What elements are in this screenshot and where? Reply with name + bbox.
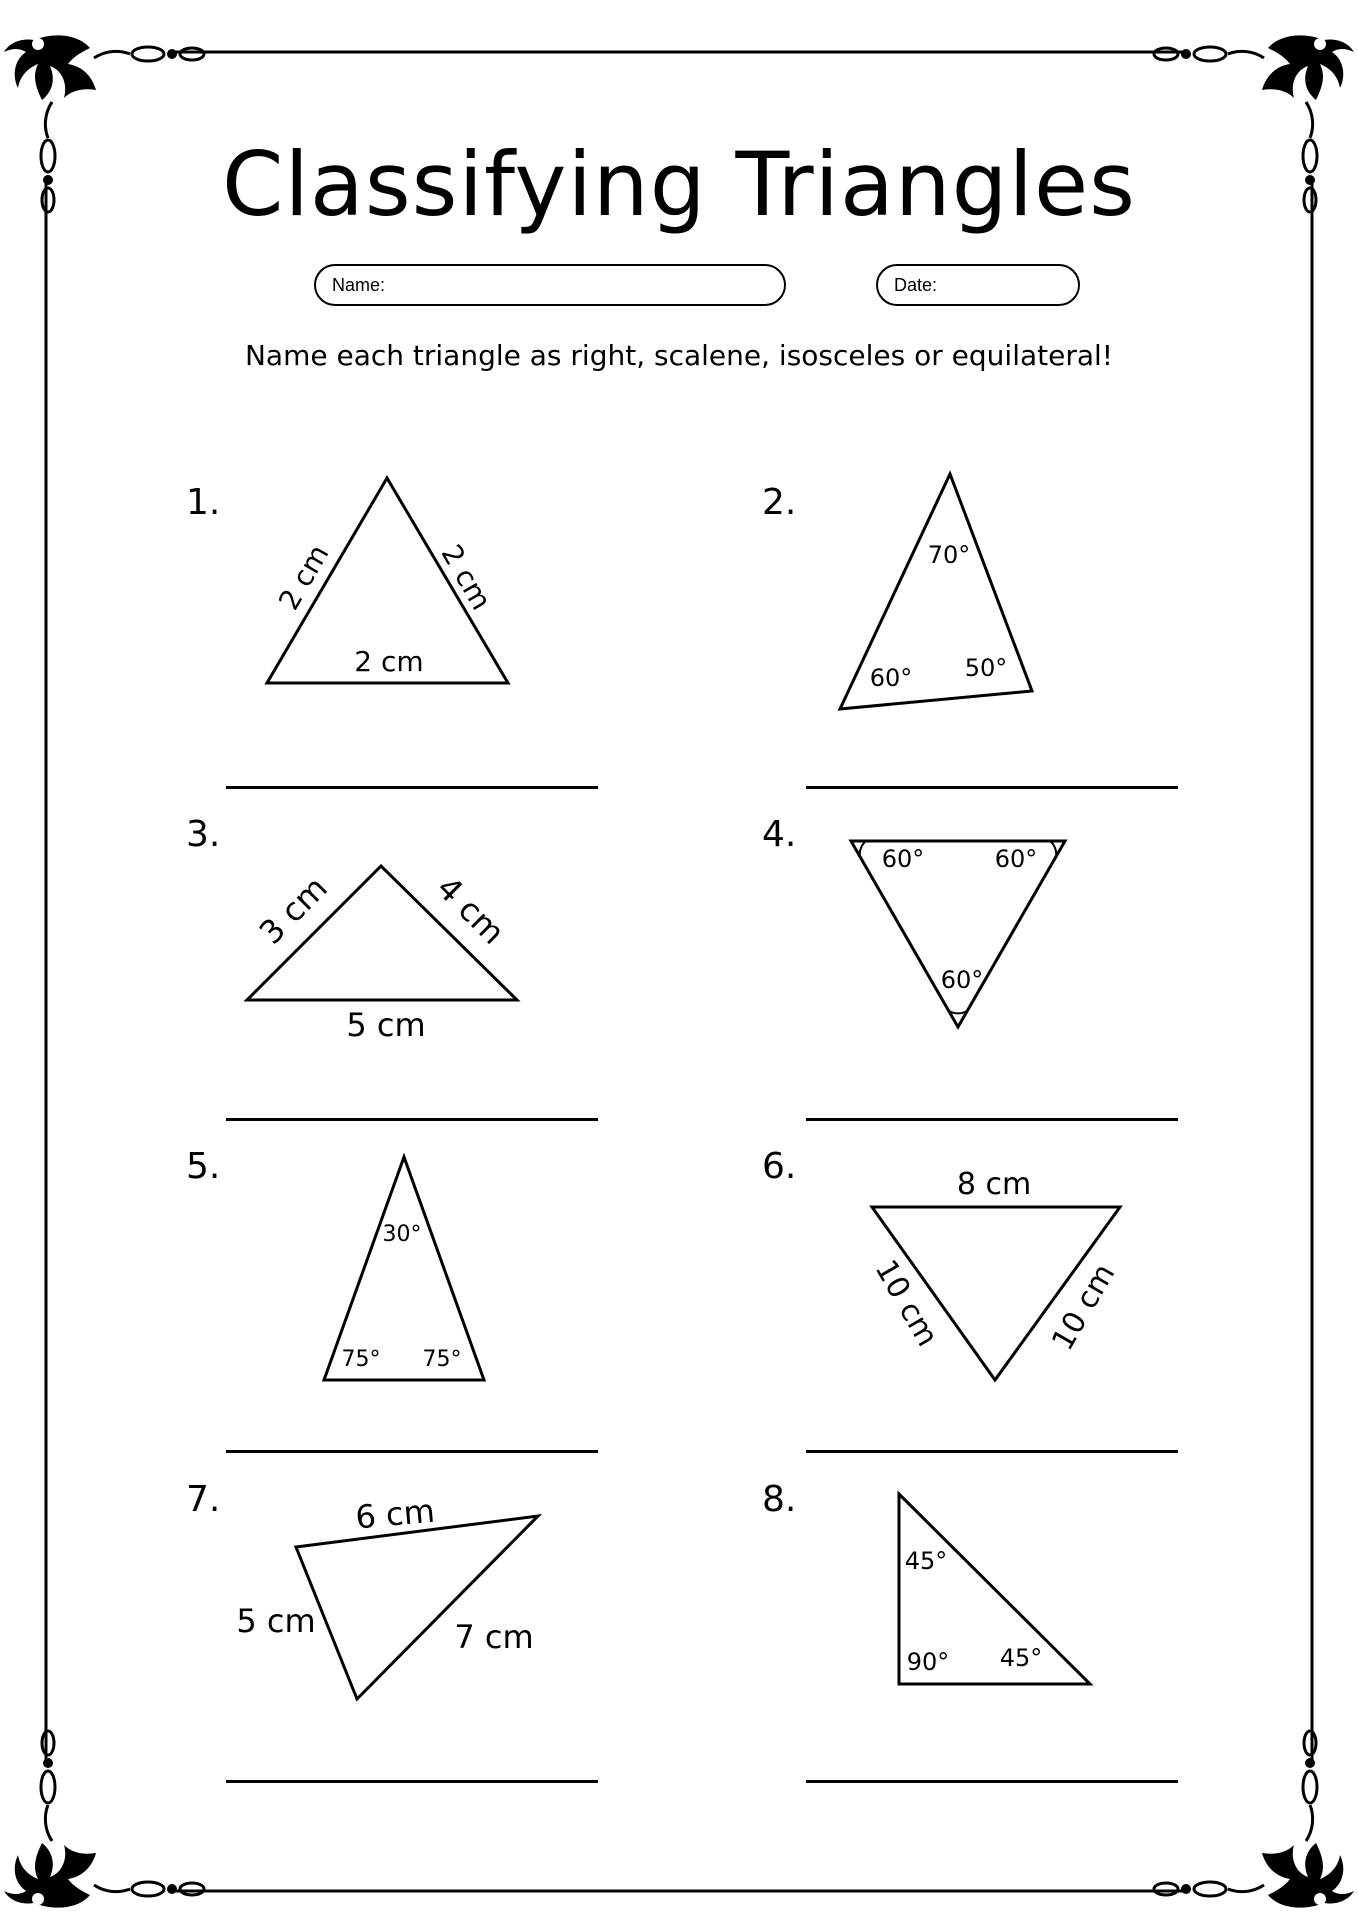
question-number-5: 5. xyxy=(186,1146,221,1187)
answer-line-1 xyxy=(226,786,598,789)
triangle-7-label-top: 6 cm xyxy=(353,1491,437,1537)
instructions: Name each triangle as right, scalene, isosceles or equilateral! xyxy=(244,339,1114,372)
triangle-4-angle-right: 60° xyxy=(994,845,1038,873)
triangle-3-label-bottom: 5 cm xyxy=(346,1006,426,1044)
triangle-8-angle-top: 45° xyxy=(904,1547,948,1575)
triangle-4-angle-left: 60° xyxy=(881,845,925,873)
answer-line-8 xyxy=(806,1780,1178,1783)
answer-line-7 xyxy=(226,1780,598,1783)
triangle-2-angle-right: 50° xyxy=(964,654,1008,682)
answer-input-4[interactable] xyxy=(806,1075,1182,1117)
name-label: Name: xyxy=(332,275,386,295)
answer-line-4 xyxy=(806,1118,1178,1121)
name-field[interactable] xyxy=(314,264,786,306)
triangle-6-label-left: 10 cm xyxy=(867,1254,945,1353)
triangle-1 xyxy=(267,478,508,683)
question-number-6: 6. xyxy=(762,1146,797,1187)
date-input[interactable] xyxy=(948,271,1076,301)
answer-line-3 xyxy=(226,1118,598,1121)
answer-input-2[interactable] xyxy=(806,743,1182,785)
question-number-1: 1. xyxy=(186,482,221,523)
answer-input-5[interactable] xyxy=(226,1407,602,1449)
triangle-8 xyxy=(899,1494,1090,1684)
corner-ornament-bottom-left xyxy=(4,1731,204,1908)
triangle-8-angle-bottom-left: 90° xyxy=(906,1648,950,1676)
name-input[interactable] xyxy=(394,271,778,301)
triangle-5-angle-right: 75° xyxy=(422,1347,462,1372)
answer-input-6[interactable] xyxy=(806,1407,1182,1449)
triangle-8-angle-bottom-right: 45° xyxy=(999,1644,1043,1672)
answer-input-3[interactable] xyxy=(226,1075,602,1117)
triangle-1-label-left: 2 cm xyxy=(272,538,336,616)
date-label: Date: xyxy=(894,275,938,295)
answer-input-1[interactable] xyxy=(226,743,602,785)
question-number-4: 4. xyxy=(762,814,797,855)
triangle-2-angle-left: 60° xyxy=(869,664,913,692)
answer-input-8[interactable] xyxy=(806,1737,1182,1779)
triangle-1-label-right: 2 cm xyxy=(434,538,498,616)
triangle-5 xyxy=(324,1157,484,1380)
triangle-6-label-top: 8 cm xyxy=(956,1167,1032,1202)
triangle-4-angle-bottom: 60° xyxy=(940,966,984,994)
answer-line-5 xyxy=(226,1450,598,1453)
question-number-8: 8. xyxy=(762,1479,797,1520)
answer-input-7[interactable] xyxy=(226,1737,602,1779)
triangle-3 xyxy=(247,866,517,1044)
triangle-7 xyxy=(236,1492,538,1699)
triangle-3-label-right: 4 cm xyxy=(429,868,513,952)
triangle-6-label-right: 10 cm xyxy=(1045,1258,1123,1357)
corner-ornament-bottom-right xyxy=(1154,1731,1354,1908)
triangle-1-label-bottom: 2 cm xyxy=(354,645,424,678)
question-number-7: 7. xyxy=(186,1479,221,1520)
triangle-7-label-right: 7 cm xyxy=(454,1618,534,1656)
triangle-7-label-left: 5 cm xyxy=(236,1602,316,1640)
triangle-5-angle-top: 30° xyxy=(382,1222,422,1247)
question-number-2: 2. xyxy=(762,482,797,523)
question-number-3: 3. xyxy=(186,814,221,855)
triangle-4 xyxy=(851,841,1065,1027)
triangle-6 xyxy=(868,1167,1123,1380)
answer-line-6 xyxy=(806,1450,1178,1453)
answer-line-2 xyxy=(806,786,1178,789)
triangle-2-angle-top: 70° xyxy=(927,541,971,569)
triangle-2 xyxy=(840,474,1032,709)
triangle-3-label-left: 3 cm xyxy=(251,868,335,952)
worksheet-title: Classifying Triangles xyxy=(222,133,1136,236)
date-field[interactable] xyxy=(876,264,1080,306)
triangle-5-angle-left: 75° xyxy=(341,1347,381,1372)
